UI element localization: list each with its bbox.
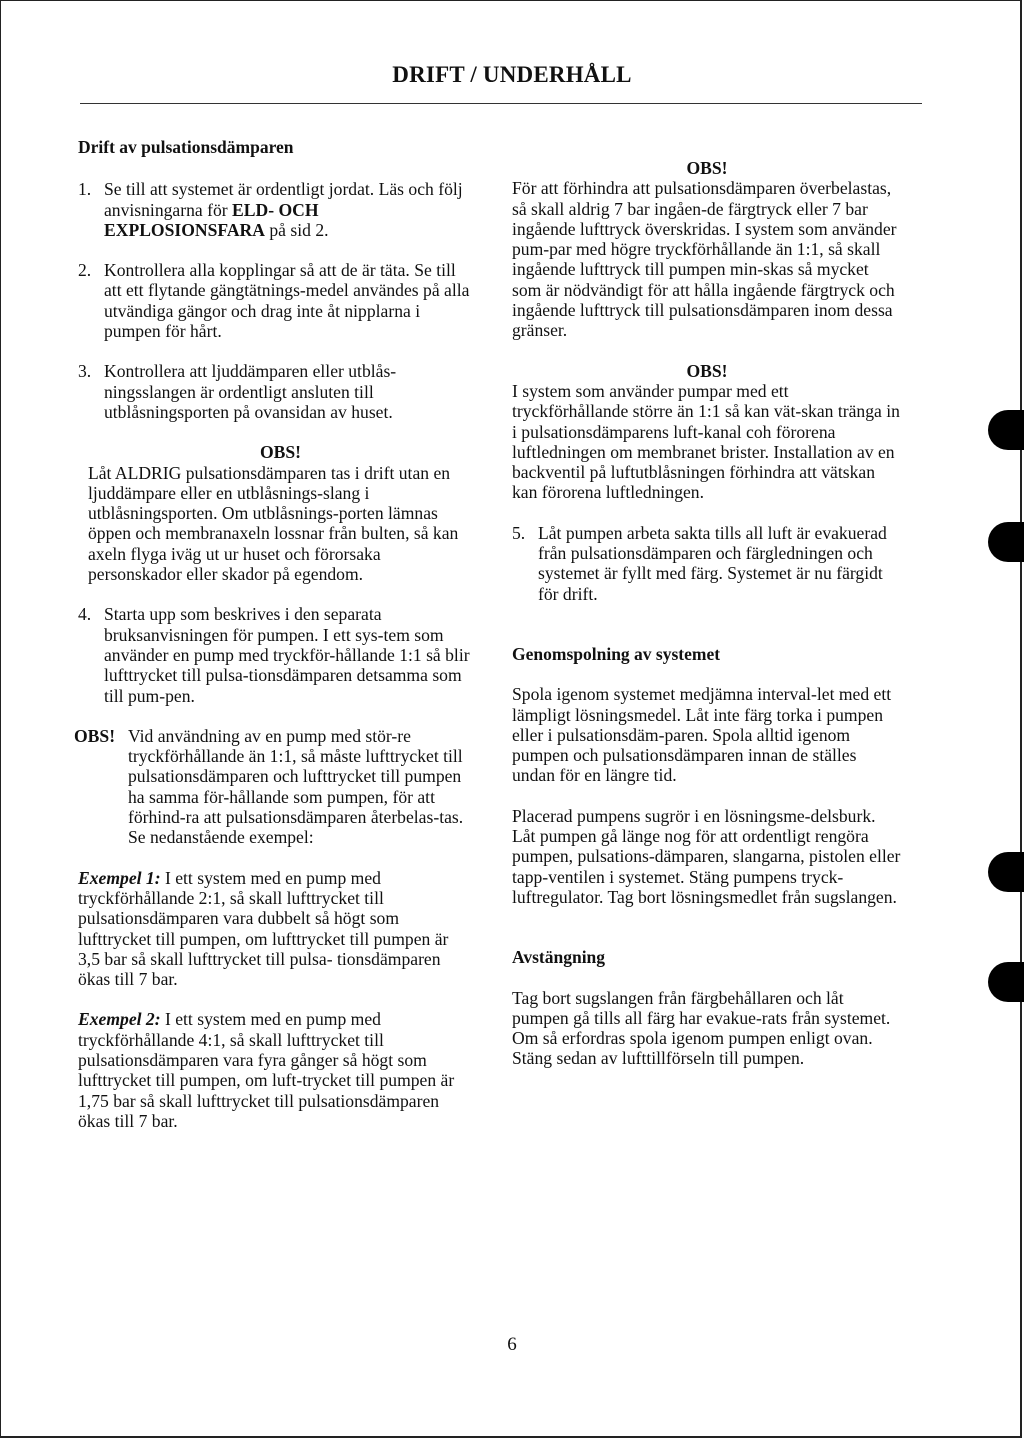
section-heading-flushing: Genomspolning av systemet: [512, 643, 721, 664]
flushing-paragraph-2: Placerad pumpens sugrör i en lösningsme-delsburk. Låt pumpen gå länge nog för att ordentligt rengöra pumpen, pulsations-dämparen, slangarna, pistolen eller tapp-ventilen i systemet. Stäng pumpens tryck-luftregulator. Tag bort lösningsmedlet från sugslangen.: [512, 805, 901, 907]
obs-label: OBS!: [74, 725, 116, 746]
step-1-text-a: Se till att systemet är ordentligt jordat. Läs och följ anvisningarna för: [104, 179, 463, 220]
obs-text: Låt ALDRIG pulsationsdämparen tas i drift utan en ljuddämpare eller en utblåsnings-slang i utblåsningsporten. Om utblåsnings-porten lämnas öppen och membranaxeln lossnar från bulten, så kan axeln flyga iväg ut ur huset och förorsaka personskador eller skador på egendom.: [88, 462, 459, 585]
step-4-number: 4.: [78, 604, 92, 625]
step-5-text: Låt pumpen arbeta sakta tills all luft är evakuerad från pulsationsdämparen och färgledningen och systemet är fyllt med färg. Systemet är nu färgidt för drift.: [538, 522, 887, 604]
step-5-number: 5.: [512, 522, 526, 543]
binder-hole-mark: [988, 852, 1024, 892]
page-number: 6: [507, 1334, 517, 1355]
obs-text: För att förhindra att pulsationsdämparen överbelastas, så skall aldrig 7 bar ingåen-de färgtryck eller 7 bar ingående lufttryck överskridas. I system som använder pum-par med högre tryckförhållande än 1:1, så skall ingående lufttryck till pumpen min-skas så mycket som är nödvändigt för att hålla ingående färgtryck och ingående lufttryck till pulsationsdämparen inom dessa gränser.: [512, 178, 897, 341]
obs-note-never-run: [78, 442, 473, 584]
obs-note-max-pressure: [512, 158, 902, 341]
step-3: [78, 361, 473, 422]
shutdown-paragraph: Tag bort sugslangen från färgbehållaren och låt pumpen gå tills all färg har evakue-rats från systemet. Om så erfordras spola igenom pumpen enligt ovan. Stäng sedan av lufttillförseln till pumpen.: [512, 987, 891, 1069]
step-1-text: [104, 179, 473, 240]
obs-text: I system som använder pumpar med ett tryckförhållande större än 1:1 så kan vät-skan tränga in i pulsationsdämparens luft-kanal coh förorena luftledningen om membranet brister. Installation av en backventil på luftutblåsningen förhindra att vätskan kan förorena luftledningen.: [512, 380, 900, 503]
step-4: [78, 604, 473, 705]
right-column: [512, 158, 902, 1069]
header-divider: [80, 103, 922, 104]
obs-text: Vid användning av en pump med stör-re tryckförhållande än 1:1, så måste lufttrycket till pulsationsdämparen och lufttrycket till pumpen ha samma för-hållande som pumpen, för att förhind-ra att pulsationsdämparen återbelas-tas. Se nedanstående exempel:: [128, 725, 464, 848]
step-1: [78, 179, 473, 240]
obs-title: OBS!: [686, 158, 728, 178]
step-1-warning-ref: ELD- OCH EXPLOSIONSFARA: [104, 199, 319, 240]
step-2: [78, 260, 473, 341]
left-column: [74, 137, 473, 1131]
obs-note-pressure-ratio: [74, 726, 473, 848]
binder-hole-mark: [988, 522, 1024, 562]
example-1-text: I ett system med en pump med tryckförhållande 2:1, så skall lufttrycket till pulsationsdämparen vara dubbelt så högt som lufttrycket till pumpen, om lufttrycket till pumpen är 3,5 bar så skall lufttrycket till pulsa- tionsdämparen ökas till 7 bar.: [78, 867, 449, 990]
page-title: DRIFT / UNDERHÅLL: [392, 62, 632, 87]
obs-title: OBS!: [259, 442, 302, 463]
step-3-number: 3.: [78, 361, 92, 382]
step-1-number: 1.: [78, 179, 92, 200]
obs-note-check-valve: [512, 361, 902, 503]
step-2-number: 2.: [78, 260, 92, 281]
step-4-text: Starta upp som beskrives i den separata bruksanvisningen för pumpen. I ett sys-tem som använder en pump med tryckför-hållande 1:1 så blir lufttrycket till pulsa-tionsdämparen detsamma som till pum-pen.: [104, 604, 470, 706]
section-heading-shutdown: Avstängning: [512, 947, 606, 968]
step-1-text-b: på sid 2.: [264, 219, 329, 240]
flushing-paragraph-1: Spola igenom systemet medjämna interval-let med ett lämpligt lösningsmedel. Låt inte färg torka i pumpen eller i pulsationsdäm-paren. Spola alltid igenom pumpen och pulsationsdämparen innan de ställes undan för en längre tid.: [512, 684, 892, 786]
example-1-label: Exempel 1:: [78, 867, 161, 888]
example-2-label: Exempel 2:: [78, 1009, 161, 1030]
step-5: [512, 523, 902, 604]
example-1: [78, 868, 473, 990]
example-2: [78, 1009, 473, 1131]
step-3-text: Kontrollera att ljuddämparen eller utblås-ningsslangen är ordentligt ansluten till utblåsningsporten på ovansidan av huset.: [104, 361, 397, 422]
section-heading-operation: Drift av pulsationsdämparen: [78, 137, 294, 157]
binder-hole-mark: [988, 410, 1024, 450]
binder-hole-mark: [988, 962, 1024, 1002]
step-2-text: Kontrollera alla kopplingar så att de är täta. Se till att ett flytande gängtätnings-medel användes på alla utvändiga gängor och drag inte åt nipplarna i pumpen för hårt.: [104, 260, 470, 342]
example-2-text: I ett system med en pump med tryckförhållande 4:1, så skall lufttrycket till pulsationsdämparen vara fyra gånger så högt som lufttrycket till pumpen, om luft-trycket till pumpen är 1,75 bar så skall lufttrycket till pulsationsdämparen ökas till 7 bar.: [78, 1009, 455, 1131]
obs-title: OBS!: [686, 360, 728, 381]
